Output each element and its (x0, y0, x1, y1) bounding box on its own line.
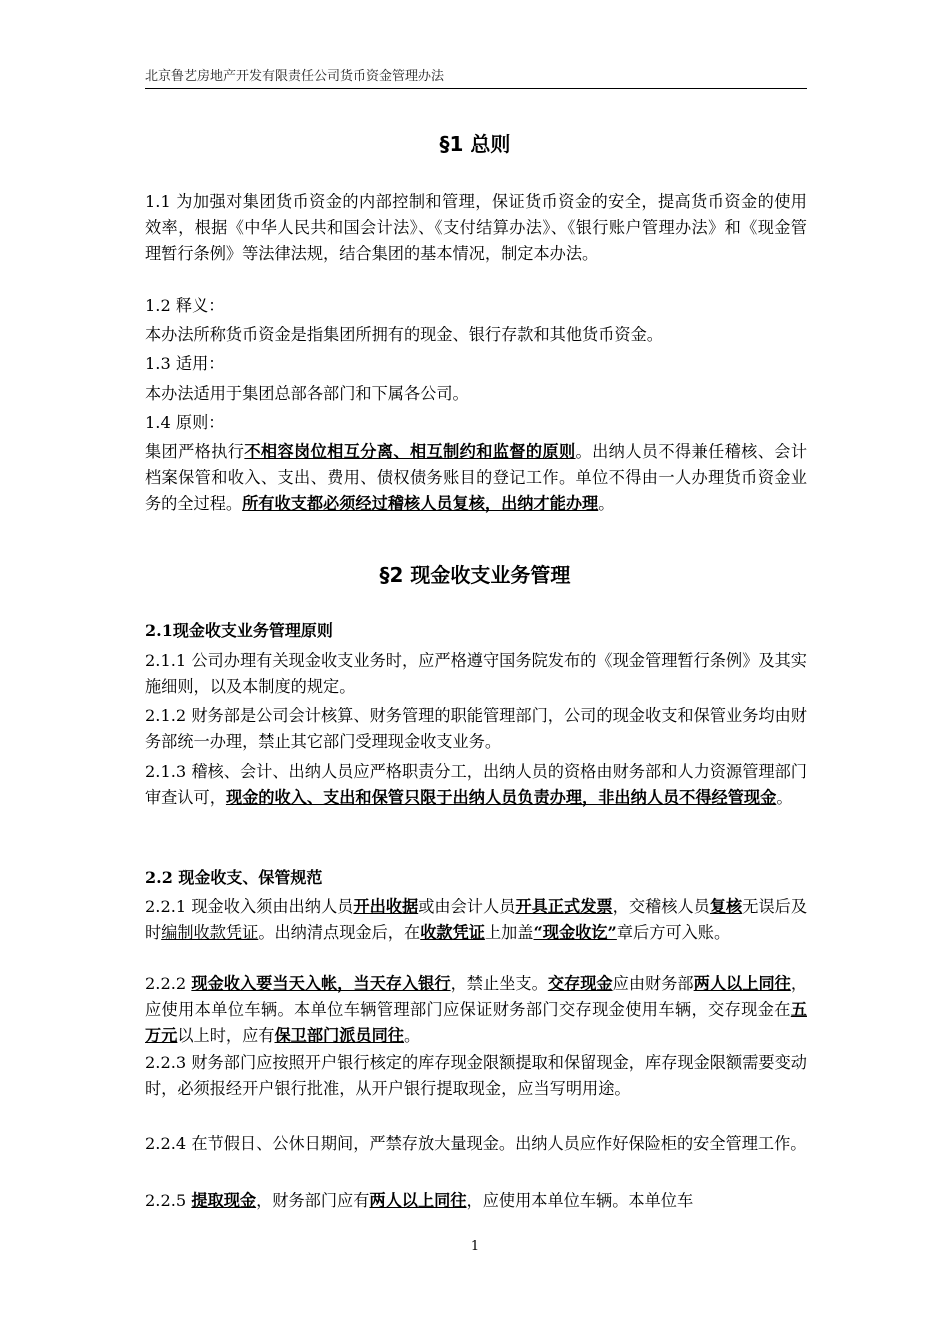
paragraph-1-2-label: 1.2 释义： (145, 296, 225, 315)
paragraph-2-1-1: 2.1.1 公司办理有关现金收支业务时，应严格遵守国务院发布的《现金管理暂行条例》及其实施细则，以及本制度的规定。 (145, 651, 807, 696)
text-run: 章后方可入账。 (616, 923, 731, 942)
underline-run: 编制收款凭证 (161, 923, 259, 942)
emphasis-run: 所有收支都必须经过稽核人员复核，出纳才能办理 (242, 494, 599, 513)
emphasis-run: 两人以上同往 (369, 1191, 467, 1210)
text-run: 上加盖 (484, 923, 534, 942)
emphasis-run: 收款凭证 (420, 923, 485, 942)
emphasis-run: “现金收讫” (533, 923, 617, 942)
paragraph-2-2-4: 2.2.4 在节假日、公休日期间，严禁存放大量现金。出纳人员应作好保险柜的安全管理工作。 (145, 1134, 807, 1153)
text-run: ，财务部门应有 (256, 1191, 370, 1210)
text-run: 2.2.2 (145, 974, 192, 993)
paragraph-1-1: 1.1 为加强对集团货币资金的内部控制和管理，保证货币资金的安全，提高货币资金的使用效率，根据《中华人民共和国会计法》、《支付结算办法》、《银行账户管理办法》和《现金管理暂行条例》等法律法规，结合集团的基本情况，制定本办法。 (145, 192, 807, 263)
text-run: 集团严格执行 (145, 442, 245, 461)
section-1-title: §1 总则 (439, 132, 511, 156)
emphasis-run: 开出收据 (353, 897, 419, 916)
text-run: 。出纳人员不得兼任稽核、会计档案保管和收入、支出、费用、债权债务账目的登记工作。单位不得由一人办理货币资金业务的全过程。 (145, 442, 808, 513)
text-run: 。 (598, 494, 615, 513)
emphasis-run: 现金收入要当天入帐，当天存入银行 (191, 974, 451, 993)
paragraph-1-2-text: 本办法所称货币资金是指集团所拥有的现金、银行存款和其他货币资金。 (145, 325, 663, 344)
paragraph-1-4-label: 1.4 原则： (145, 413, 225, 432)
paragraph-1-3-label: 1.3 适用： (145, 354, 225, 373)
text-run: ，禁止坐支。 (450, 974, 548, 993)
emphasis-run: 两人以上同往 (693, 974, 791, 993)
text-run: 应由财务部 (612, 974, 694, 993)
emphasis-run: 交存现金 (547, 974, 613, 993)
paragraph-2-1-3 (145, 759, 807, 811)
emphasis-run: 开具正式发票 (515, 897, 613, 916)
paragraph-1-4 (145, 439, 807, 517)
emphasis-run: 复核 (709, 897, 743, 916)
paragraph-2-2-5 (145, 1188, 807, 1214)
paragraph-2-2-1 (145, 894, 807, 946)
text-run: 2.2.5 (145, 1191, 192, 1210)
page-number: 1 (470, 1239, 480, 1254)
text-run: ，应使用本单位车辆。本单位车 (466, 1191, 694, 1210)
text-run: ，交稽核人员 (612, 897, 710, 916)
paragraph-2-1-2: 2.1.2 财务部是公司会计核算、财务管理的职能管理部门，公司的现金收支和保管业务均由财务部统一办理，禁止其它部门受理现金收支业务。 (145, 706, 807, 751)
text-run: 。出纳清点现金后，在 (258, 923, 421, 942)
text-run: 无误后及时 (145, 897, 808, 942)
subsection-2-2-heading: 2.2 现金收支、保管规范 (145, 868, 323, 887)
emphasis-run: 提取现金 (191, 1191, 257, 1210)
paragraph-2-2-2 (145, 971, 807, 1049)
text-run: 2.2.1 现金收入须由出纳人员 (145, 897, 354, 916)
emphasis-run: 保卫部门派员同往 (274, 1026, 404, 1045)
text-run: 以上时，应有 (177, 1026, 275, 1045)
page-header: 北京鲁艺房地产开发有限责任公司货币资金管理办法 (145, 68, 807, 89)
text-run: 。 (776, 788, 793, 807)
paragraph-1-3-text: 本办法适用于集团总部各部门和下属各公司。 (145, 384, 469, 403)
text-run: ，应使用本单位车辆。本单位车辆管理部门应保证财务部门交存现金使用车辆，交存现金在 (145, 974, 808, 1019)
text-run: 或由会计人员 (418, 897, 516, 916)
emphasis-run: 不相容岗位相互分离、相互制约和监督的原则 (244, 442, 576, 461)
paragraph-2-2-3: 2.2.3 财务部门应按照开户银行核定的库存现金限额提取和保留现金，库存现金限额需要变动时，必须报经开户银行批准，从开户银行提取现金，应当写明用途。 (145, 1053, 807, 1098)
text-run: 2.1.3 稽核、会计、出纳人员应严格职责分工，出纳人员的资格由财务部和人力资源管理部门审查认可， (145, 762, 807, 807)
subsection-2-1-heading: 2.1现金收支业务管理原则 (145, 621, 333, 640)
text-run: 。 (404, 1026, 421, 1045)
emphasis-run: 现金的收入、支出和保管只限于出纳人员负责办理，非出纳人员不得经管现金 (225, 788, 777, 807)
section-2-title: §2 现金收支业务管理 (379, 563, 571, 587)
emphasis-run: 五万元 (145, 1000, 807, 1045)
